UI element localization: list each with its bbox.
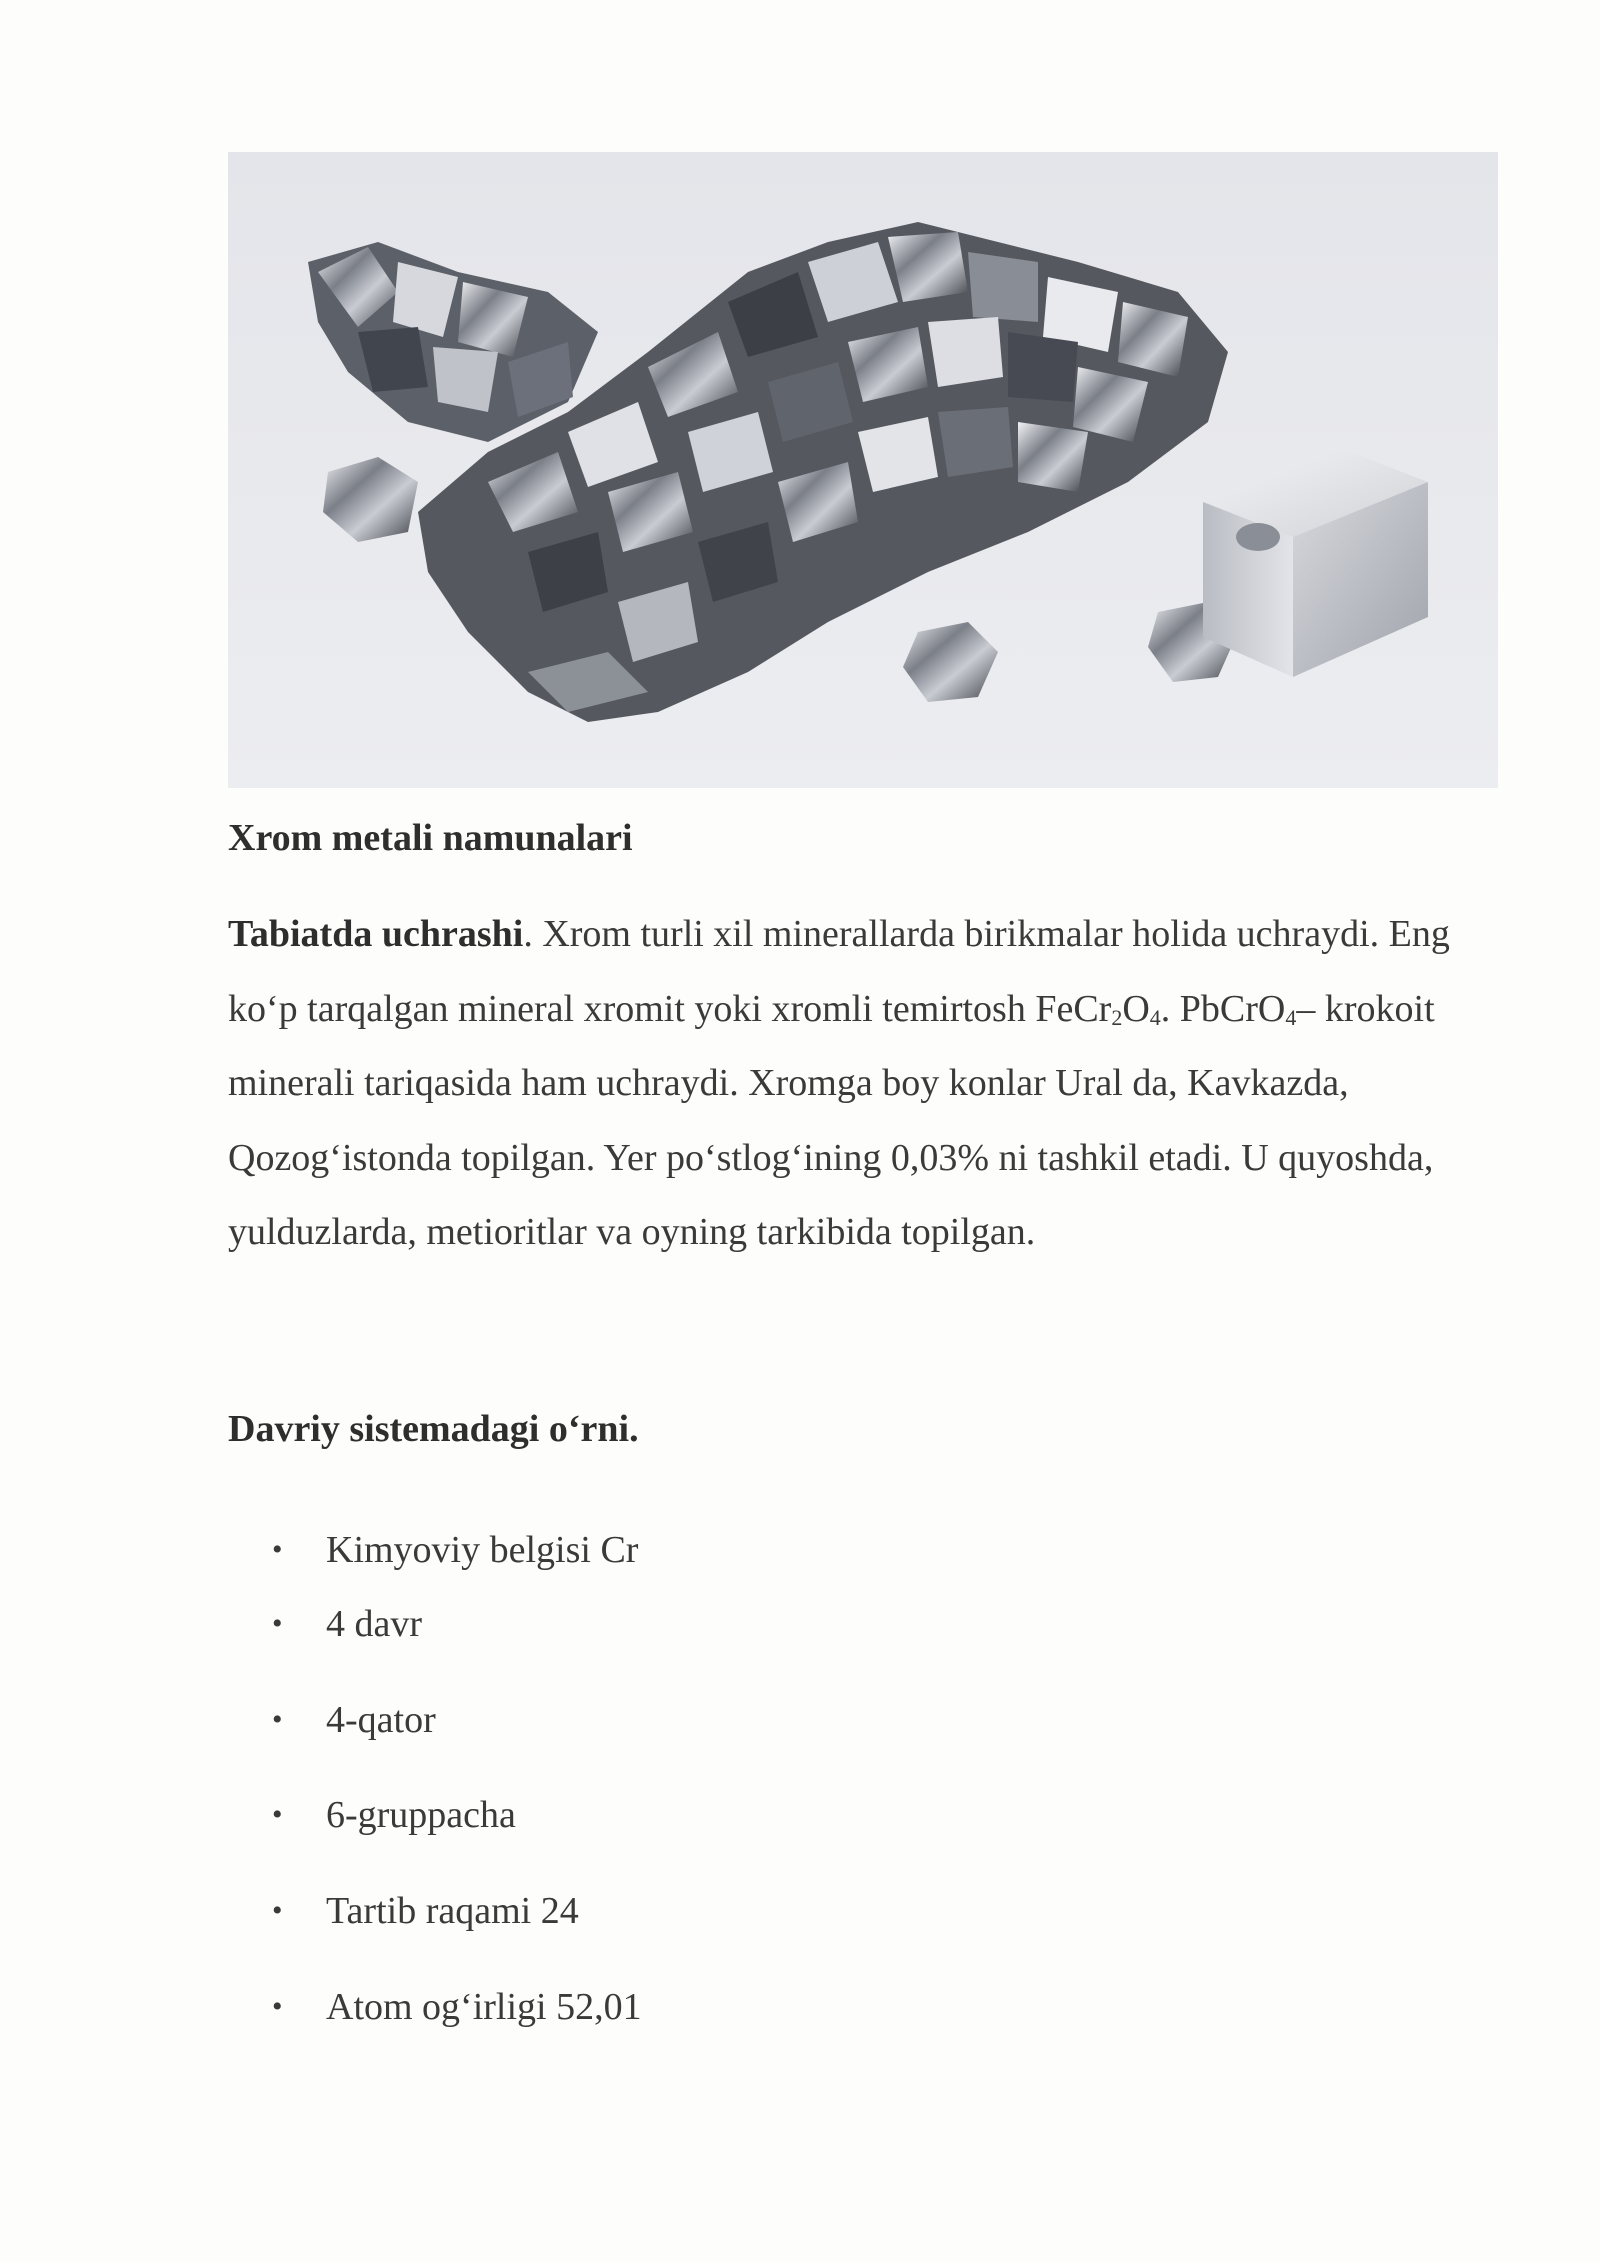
list-item-text: Tartib raqami 24	[326, 1890, 579, 1932]
paragraph-text: O	[1122, 987, 1150, 1030]
paragraph-text: Xrom turli xil minerallarda birikmalar holida uchraydi. Eng ko‘p tarqalgan mineral xromit yoki xromli temirtosh FeCr	[228, 913, 1450, 1030]
figure-caption: Xrom metali namunalari	[228, 817, 633, 859]
bullet-icon: •	[272, 1607, 283, 1640]
list-item-text: 6-gruppacha	[326, 1794, 516, 1836]
bullet-icon: •	[272, 1533, 283, 1566]
paragraph-text: . PbCrO	[1160, 987, 1286, 1030]
list-item-text: Atom og‘irligi 52,01	[326, 1986, 642, 2028]
paragraph-text: – krokoit minerali tariqasida ham uchraydi. Xromga boy konlar Ural da, Kavkazda, Qozog‘istonda topilgan. Yer po‘stlog‘ining 0,03% ni tashkil etadi. U quyoshda, yulduzlarda, metioritlar va oyning tarkibida topilgan.	[228, 987, 1435, 1253]
occurrence-paragraph	[228, 897, 1468, 1270]
section-title-periodic-position: Davriy sistemadagi o‘rni.	[228, 1408, 639, 1450]
title-punctuation: .	[523, 913, 533, 955]
bullet-icon: •	[272, 1990, 283, 2023]
formula-subscript: 2	[1111, 1004, 1123, 1030]
bullet-icon: •	[272, 1798, 283, 1831]
list-item-text: Kimyoviy belgisi Cr	[326, 1529, 639, 1571]
list-item-text: 4 davr	[326, 1603, 423, 1645]
formula-subscript: 4	[1149, 1004, 1161, 1030]
list-item-text: 4-qator	[326, 1699, 436, 1741]
chromium-samples-photo	[228, 152, 1498, 788]
section-title-occurrence: Tabiatda uchrashi	[228, 913, 524, 955]
bullet-icon: •	[272, 1703, 283, 1736]
formula-subscript: 4	[1285, 1004, 1297, 1030]
bullet-icon: •	[272, 1894, 283, 1927]
